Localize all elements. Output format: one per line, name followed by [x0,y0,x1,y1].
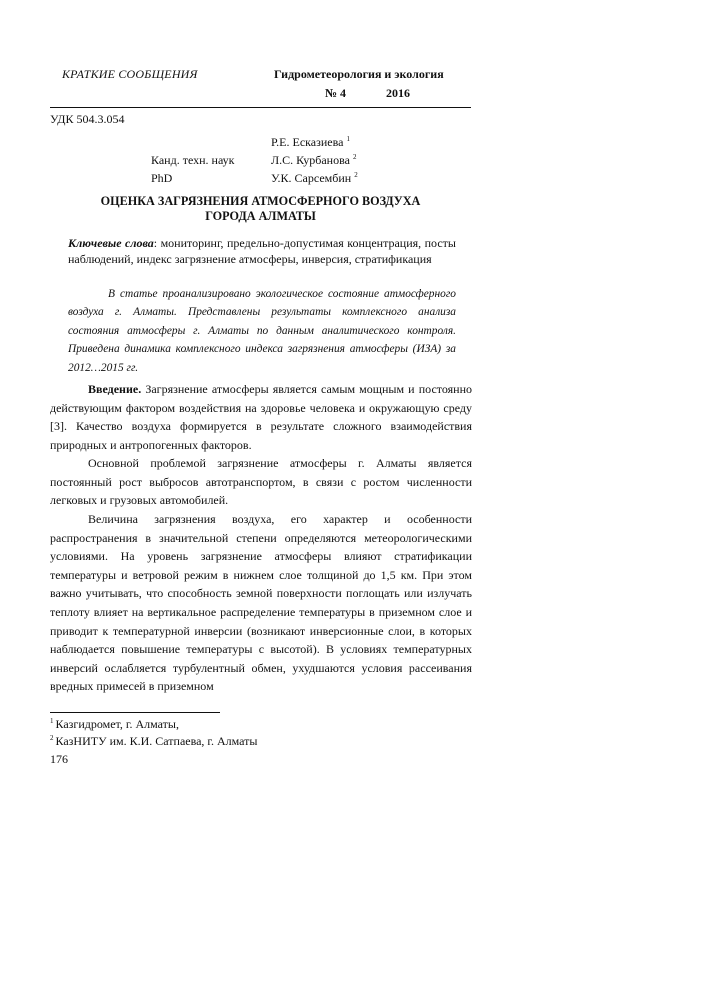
keywords-text: : мониторинг, предельно-допустимая концентрация, посты наблюдений, индекс загрязнение атмосферы, инверсия, стратификация [68,236,456,266]
abstract-text: В статье проанализировано экологическое состояние атмосферного воздуха г. Алматы. Представлены результаты комплексного анализа состояния атмосферы г. Алматы по данным аналитического контроля. Приведена динамика комплексного индекса загрязнения атмосферы (ИЗА) за 2012…2015 гг. [68,288,456,374]
author-3 [271,171,358,186]
journal-issue: № 4 [325,86,347,100]
footnote-ref: 1 [50,717,54,725]
journal-section: КРАТКИЕ СООБЩЕНИЯ [62,67,198,81]
author-name: Л.С. Курбанова [271,153,350,167]
article-title-line: ОЦЕНКА ЗАГРЯЗНЕНИЯ АТМОСФЕРНОГО ВОЗДУХА [100,194,421,208]
author-name: У.К. Сарсембин [271,171,352,185]
paragraph: Величина загрязнения воздуха, его характер и особенности распространения в значительной степени определяются метеорологическими условиями. На уровень загрязнение атмосферы влияют стратификации температуры и ветровой режим в нижнем слое толщиной до 1,5 км. При этом важно учитывать, что способность земной поверхности поглощать или излучать теплоту влияет на вертикальное распределение температуры в приземном слое и приводит к температурной инверсии (возникают инверсионные слои, в которых наблюдается повышение температуры с высотой). В условиях температурных инверсий ослабляется турбулентный обмен, ухудшаются условия рассеивания вредных примесей в приземном [50,512,472,694]
author-2-degree: Канд. техн. наук [151,153,235,167]
keywords-label: Ключевые слова [68,236,154,250]
paragraph-text: Загрязнение атмосферы является самым мощным и постоянно действующим фактором воздействия на здоровье человека и окружающую среду [3]. Качество воздуха формируется в результате сложного взаимодействия природных и антропогенных факторов. [50,382,472,452]
paragraph-lead: Введение. [88,382,142,396]
article-title [50,194,471,224]
footnote-divider [50,712,220,713]
header-divider [50,107,471,108]
author-3-degree: PhD [151,171,173,185]
page-number: 176 [50,752,68,766]
author-1 [271,135,350,150]
author-2 [271,153,356,168]
journal-title: Гидрометеорология и экология [274,67,444,81]
author-affiliation-ref: 2 [352,153,357,161]
footnote-text: КазНИТУ им. К.И. Сатпаева, г. Алматы [55,734,258,748]
abstract [68,285,456,377]
keywords [68,236,456,267]
footnote-ref: 2 [50,734,54,742]
footnote-text: Казгидромет, г. Алматы, [55,717,179,731]
author-name: Р.Е. Есказиева [271,135,344,149]
author-affiliation-ref: 1 [346,135,350,143]
footnote-1 [50,717,179,732]
author-affiliation-ref: 2 [354,171,358,179]
journal-year: 2016 [386,86,410,100]
paragraph-introduction [50,380,472,454]
udk-code: УДК 504.3.054 [50,112,125,126]
footnote-2 [50,734,257,749]
article-title-line: ГОРОДА АЛМАТЫ [205,209,316,223]
paragraph: Основной проблемой загрязнение атмосферы г. Алматы является постоянный рост выбросов автотранспортом, в связи с ростом численности легковых и грузовых автомобилей. [50,456,472,508]
